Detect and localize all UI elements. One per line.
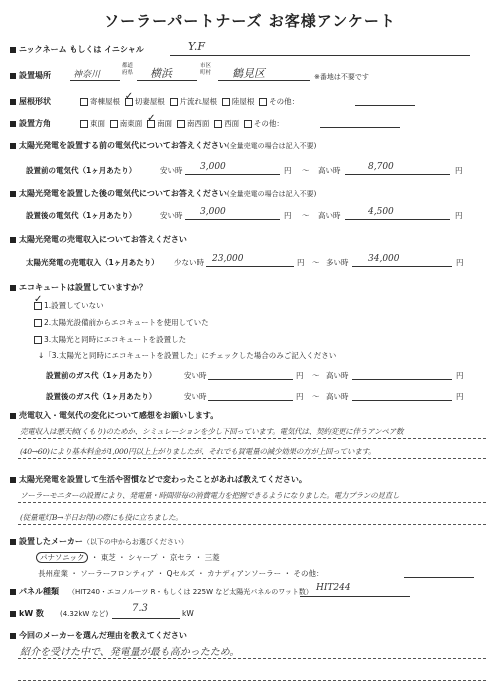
bullet-icon <box>10 477 16 483</box>
maker-row-2: 長州産業 ・ ソーラーフロンティア ・ Qセルズ ・ カナディアンソーラー ・ その他： <box>38 569 324 578</box>
income-low-label: 少ない時 <box>174 258 204 267</box>
impressions-text-1[interactable]: 売電収入は悪天候(くもり)のためか、シミュレーションを少し下回っています。電気代は、契約変更に伴うアンペア数 <box>20 427 404 436</box>
kw-unit: kW <box>182 609 194 618</box>
gas-after-low-label: 安い時 <box>184 392 207 401</box>
maker-option[interactable]: 京セラ <box>169 553 193 562</box>
maker-option[interactable]: その他： <box>293 569 324 578</box>
bullet-icon <box>10 191 16 197</box>
page-title: ソーラーパートナーズ お客様アンケート <box>104 12 396 30</box>
ecocute-option-selected[interactable]: ✓ 1.設置していない <box>34 294 104 310</box>
checkbox-icon <box>177 120 185 128</box>
bullet-icon <box>10 47 16 53</box>
maker-option[interactable]: 東芝 <box>100 553 116 562</box>
changes-line <box>18 502 486 503</box>
roof-options <box>80 91 300 107</box>
maker-option[interactable]: シャープ <box>128 553 158 562</box>
after-yen-2: 円 <box>455 211 463 220</box>
gas-after-tilde: ～ <box>312 392 320 401</box>
prefecture-underline <box>70 80 120 81</box>
bullet-icon <box>10 589 16 595</box>
maker-option[interactable]: カナディアンソーラー <box>207 569 282 578</box>
after-low-underline <box>185 219 280 220</box>
checkbox-icon <box>244 120 252 128</box>
gas-before-high-label: 高い時 <box>326 371 349 380</box>
after-yen-1: 円 <box>284 211 292 220</box>
gas-before-low-underline <box>208 379 293 380</box>
maker-option[interactable]: Qセルズ <box>166 569 195 578</box>
roof-other-underline <box>355 105 415 106</box>
ecocute-header: エコキュートは設置していますか？ <box>10 282 147 293</box>
maker-option[interactable]: 三菱 <box>204 553 220 562</box>
before-low-value[interactable]: 3,000 <box>200 162 226 172</box>
gas-after-low-underline <box>208 400 293 401</box>
checkbox-icon <box>222 98 230 106</box>
income-low-value[interactable]: 23,000 <box>212 254 244 264</box>
maker-option[interactable]: 長州産業 <box>38 569 68 578</box>
maker-header: 設置したメーカー（以下の中からお選びください） <box>10 536 188 547</box>
roof-option[interactable]: その他： <box>259 97 299 106</box>
after-bill-row-label: 設置後の電気代（1ヶ月あたり） <box>26 211 137 220</box>
before-low-label: 安い時 <box>160 166 183 175</box>
direction-label: 設置方角 <box>10 118 51 129</box>
city-suffix: 市区 町村 <box>200 63 212 76</box>
bullet-icon <box>10 121 16 127</box>
check-mark-icon: ✓ <box>147 113 156 124</box>
bullet-icon <box>10 99 16 105</box>
before-bill-header: 太陽光発電を設置する前の電気代についてお答えください(全量売電の場合は記入不要) <box>10 140 316 151</box>
before-high-underline <box>345 174 450 175</box>
income-yen-2: 円 <box>456 258 464 267</box>
impressions-line <box>18 438 486 439</box>
maker-option-selected[interactable]: パナソニック <box>36 552 88 563</box>
direction-option[interactable]: 南西面 <box>177 119 210 128</box>
kw-note: (4.32kW など) <box>60 610 109 618</box>
impressions-header: 売電収入・電気代の変化について感想をお願いします。 <box>10 410 218 421</box>
bullet-icon <box>10 413 16 419</box>
gas-after-yen-1: 円 <box>296 392 304 401</box>
check-mark-icon: ✓ <box>124 91 134 102</box>
roof-option[interactable]: 寄棟屋根 <box>80 97 120 106</box>
changes-line <box>18 524 486 525</box>
panel-note: （HIT240・エコノルーツ R・もしくは 225W など太陽光パネルのワット数） <box>68 588 313 596</box>
kw-label: kW 数 <box>10 608 44 619</box>
after-low-value[interactable]: 3,000 <box>200 207 226 217</box>
nickname-label: ニックネーム もしくは イニシャル <box>10 44 144 55</box>
ecocute-option[interactable]: 3.太陽光と同時にエコキュートを設置した <box>34 334 186 345</box>
before-bill-row-label: 設置前の電気代（1ヶ月あたり） <box>26 166 137 175</box>
income-low-underline <box>206 266 294 267</box>
gas-after-label: 設置後のガス代（1ヶ月あたり） <box>46 392 157 401</box>
reason-header: 今回のメーカーを選んだ理由を教えてください <box>10 630 187 641</box>
check-mark-icon: ✓ <box>34 294 43 305</box>
kw-underline <box>112 618 180 619</box>
changes-text-1[interactable]: ソーラーモニターの設置により、発電量・時間帯毎の消費電力を把握できるようになりました。電力プランの見直し <box>20 491 400 500</box>
before-low-underline <box>185 174 280 175</box>
income-high-value[interactable]: 34,000 <box>368 254 400 264</box>
income-header: 太陽光発電の売電収入についてお答えください <box>10 234 187 245</box>
gas-before-low-label: 安い時 <box>184 371 207 380</box>
gas-after-high-underline <box>352 400 452 401</box>
panel-label: パネル種類 <box>10 586 59 597</box>
location-label: 設置場所 <box>10 70 51 81</box>
direction-option[interactable]: 東面 <box>80 119 105 128</box>
checkbox-icon <box>34 336 42 344</box>
maker-row-1: パナソニック ・ 東芝 ・ シャープ ・ 京セラ ・ 三菱 <box>36 552 220 563</box>
bullet-icon <box>10 285 16 291</box>
direction-options <box>80 113 284 129</box>
reason-line <box>18 658 486 659</box>
panel-value[interactable]: HIT244 <box>316 583 351 593</box>
income-tilde: ～ <box>312 258 320 267</box>
checkbox-icon <box>80 120 88 128</box>
bullet-icon <box>10 611 16 617</box>
city-value[interactable]: 横浜 <box>150 67 172 80</box>
ecocute-option[interactable]: 2.太陽光設備前からエコキュートを使用していた <box>34 317 209 328</box>
roof-option-selected[interactable]: ✓ 切妻屋根 <box>124 91 165 106</box>
gas-after-yen-2: 円 <box>456 392 464 401</box>
roof-option[interactable]: 片流れ屋根 <box>170 97 218 106</box>
gas-before-label: 設置前のガス代（1ヶ月あたり） <box>46 371 157 380</box>
direction-option[interactable]: その他： <box>244 119 284 128</box>
bullet-icon <box>10 539 16 545</box>
changes-text-2[interactable]: (従量電灯B→半日お得)の際にも役に立ちました。 <box>20 513 183 522</box>
before-yen-2: 円 <box>455 166 463 175</box>
kw-value[interactable]: 7.3 <box>132 603 148 614</box>
after-tilde: ～ <box>302 211 310 220</box>
ecocute-followup-note: ↓「3.太陽光と同時にエコキュートを設置した」にチェックした場合のみご記入ください <box>38 351 337 360</box>
income-yen-1: 円 <box>297 258 305 267</box>
checkbox-icon <box>214 120 222 128</box>
before-tilde: ～ <box>302 166 310 175</box>
gas-before-yen-2: 円 <box>456 371 464 380</box>
gas-before-yen-1: 円 <box>296 371 304 380</box>
after-high-underline <box>345 219 450 220</box>
income-high-underline <box>352 266 452 267</box>
changes-header: 太陽光発電を設置して生活や習慣などで変わったことがあれば教えてください。 <box>10 474 307 485</box>
before-high-label: 高い時 <box>318 166 341 175</box>
panel-underline <box>300 596 410 597</box>
direction-option-selected[interactable]: ✓ 南面 <box>147 113 173 128</box>
nickname-value[interactable]: Y.F <box>188 40 205 53</box>
before-high-value[interactable]: 8,700 <box>368 162 394 172</box>
maker-option[interactable]: ソーラーフロンティア <box>80 569 155 578</box>
impressions-line <box>18 458 486 459</box>
maker-other-underline <box>404 577 474 578</box>
prefecture-suffix: 都道 府県 <box>122 63 134 76</box>
after-low-label: 安い時 <box>160 211 183 220</box>
gas-before-high-underline <box>352 379 452 380</box>
direction-option[interactable]: 西面 <box>214 119 239 128</box>
nickname-underline <box>170 55 470 56</box>
direction-other-underline <box>320 127 400 128</box>
bullet-icon <box>10 633 16 639</box>
income-high-label: 多い時 <box>326 258 349 267</box>
reason-line <box>18 680 486 681</box>
bullet-icon <box>10 237 16 243</box>
after-high-value[interactable]: 4,500 <box>368 207 394 217</box>
checkbox-icon <box>34 319 42 327</box>
checkbox-icon <box>110 120 118 128</box>
checkbox-icon <box>80 98 88 106</box>
after-bill-header: 太陽光発電を設置した後の電気代についてお答えください(全量売電の場合は記入不要) <box>10 188 316 199</box>
roof-label: 屋根形状 <box>10 96 51 107</box>
bullet-icon <box>10 73 16 79</box>
reason-text-1[interactable]: 紹介を受けた中で、発電量が最も高かったため。 <box>20 647 240 658</box>
ward-value[interactable]: 鶴見区 <box>232 67 265 80</box>
after-high-label: 高い時 <box>318 211 341 220</box>
prefecture-value[interactable]: 神奈川 <box>73 70 101 80</box>
address-note: ※番地は不要です <box>314 73 369 81</box>
income-row-label: 太陽光発電の売電収入（1ヶ月あたり） <box>26 258 159 267</box>
gas-after-high-label: 高い時 <box>326 392 349 401</box>
roof-option[interactable]: 陸屋根 <box>222 97 255 106</box>
gas-before-tilde: ～ <box>312 371 320 380</box>
checkbox-icon <box>259 98 267 106</box>
impressions-text-2[interactable]: (40→60)により基本料金が1,000円以上上がりましたが、それでも買電量の減少効果の方が上回っています。 <box>20 447 376 456</box>
before-yen-1: 円 <box>284 166 292 175</box>
bullet-icon <box>10 143 16 149</box>
checkbox-icon <box>170 98 178 106</box>
direction-option[interactable]: 南東面 <box>110 119 143 128</box>
